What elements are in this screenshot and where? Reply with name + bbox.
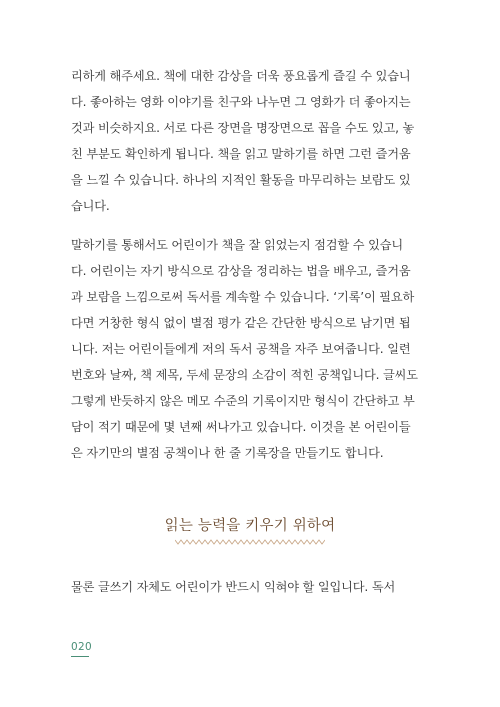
text-line: 것과 비슷하지요. 서로 다른 장면을 명장면으로 꼽을 수도 있고, 놓 xyxy=(71,121,415,135)
text-line: 과 보람을 느낌으로써 독서를 계속할 수 있습니다. ‘기록’이 필요하 xyxy=(71,290,415,304)
text-line: 다. 어린이는 자기 방식으로 감상을 정리하는 법을 배우고, 즐거움 xyxy=(71,264,411,278)
text-line: 번호와 날짜, 책 제목, 두세 문장의 소감이 적힌 공책입니다. 글씨도 xyxy=(71,368,418,382)
zigzag-divider-icon xyxy=(175,539,325,545)
text-line: 을 느낄 수 있습니다. 하나의 지적인 활동을 마무리하는 보람도 있 xyxy=(71,173,411,187)
text-line: 물론 글쓰기 자체도 어린이가 반드시 익혀야 할 일입니다. 독서 xyxy=(71,580,396,594)
text-line: 은 자기만의 별점 공책이나 한 줄 기록장을 만들기도 합니다. xyxy=(71,446,384,460)
section-heading xyxy=(0,515,500,545)
text-line: 담이 적기 때문에 몇 년째 써나가고 있습니다. 이것을 본 어린이들 xyxy=(71,420,411,434)
page-number: 020 xyxy=(71,641,92,653)
text-line: 니다. 저는 어린이들에게 저의 독서 공책을 자주 보여줍니다. 일련 xyxy=(71,342,411,356)
paragraph-1 xyxy=(71,63,431,219)
page-number-underline xyxy=(71,656,89,657)
text-line: 리하게 해주세요. 책에 대한 감상을 더욱 풍요롭게 즐길 수 있습니 xyxy=(71,69,411,83)
text-line: 그렇게 반듯하지 않은 메모 수준의 기록이지만 형식이 간단하고 부 xyxy=(71,394,415,408)
text-line: 친 부분도 확인하게 됩니다. 책을 읽고 말하기를 하면 그런 즐거움 xyxy=(71,147,411,161)
text-line: 다면 거창한 형식 없이 별점 평가 같은 간단한 방식으로 남기면 됩 xyxy=(71,316,411,330)
text-line: 다. 좋아하는 영화 이야기를 친구와 나누면 그 영화가 더 좋아지는 xyxy=(71,95,411,109)
paragraph-2 xyxy=(71,232,431,466)
paragraph-3 xyxy=(71,574,431,600)
text-line: 습니다. xyxy=(71,199,110,213)
section-heading-text: 읽는 능력을 키우기 위하여 xyxy=(164,518,336,534)
text-line: 말하기를 통해서도 어린이가 책을 잘 읽었는지 점검할 수 있습니 xyxy=(71,238,403,252)
